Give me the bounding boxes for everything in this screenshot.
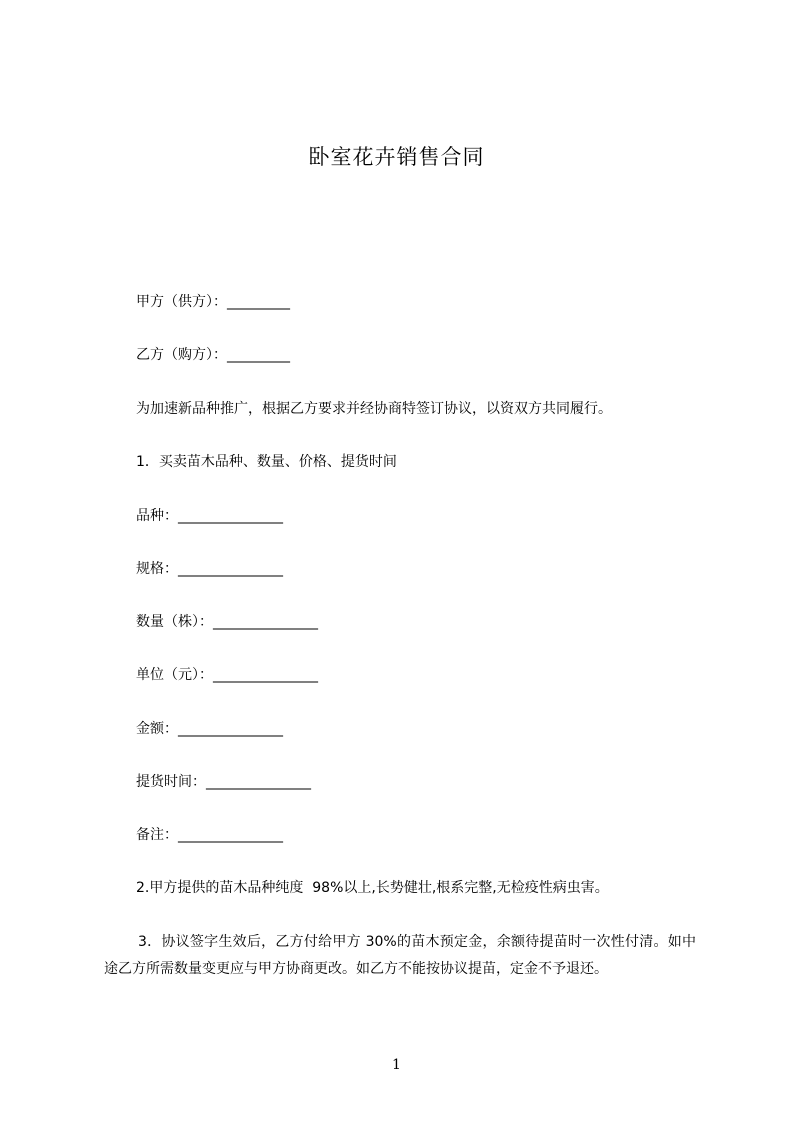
page-number: 1: [392, 1057, 401, 1073]
clause-3: 3．协议签字生效后，乙方付给甲方 30%的苗木预定金，余额待提苗时一次性付清。如中途乙方所需数量变更应与甲方协商更改。如乙方不能按协议提苗，定金不予退还。: [104, 934, 696, 977]
field-remarks-blank: _______________: [178, 827, 283, 843]
field-quantity-line: [136, 613, 318, 631]
field-pickup-time-label: 提货时间：: [136, 774, 206, 790]
party-a-label: 甲方（供方）：: [136, 294, 227, 310]
document-title: 卧室花卉销售合同: [308, 145, 485, 169]
intro-text: 为加速新品种推广，根据乙方要求并经协商特签订协议，以资双方共同履行。: [136, 401, 612, 417]
field-spec-label: 规格：: [136, 561, 178, 577]
field-amount-blank: _______________: [178, 721, 283, 737]
field-unit-blank: _______________: [213, 667, 318, 683]
party-b-line: [136, 346, 290, 364]
field-quantity-label: 数量（株）：: [136, 614, 213, 630]
field-amount-label: 金额：: [136, 721, 178, 737]
field-unit-line: [136, 666, 318, 684]
field-variety-blank: _______________: [178, 508, 283, 524]
field-spec-blank: _______________: [178, 561, 283, 577]
party-b-label: 乙方（购方）：: [136, 347, 227, 363]
field-remarks-line: [136, 826, 283, 844]
field-quantity-blank: _______________: [213, 614, 318, 630]
section1-heading: 1．买卖苗木品种、数量、价格、提货时间: [136, 454, 397, 470]
field-amount-line: [136, 720, 283, 738]
clause-2: 2.甲方提供的苗木品种纯度 98%以上,长势健壮,根系完整,无检疫性病虫害。: [136, 880, 609, 896]
field-unit-label: 单位（元）：: [136, 667, 213, 683]
party-a-line: [136, 293, 290, 311]
party-a-blank: _________: [227, 294, 290, 310]
field-pickup-time-line: [136, 773, 311, 791]
field-spec-line: [136, 560, 283, 578]
field-variety-label: 品种：: [136, 508, 178, 524]
field-pickup-time-blank: _______________: [206, 774, 311, 790]
field-remarks-label: 备注：: [136, 827, 178, 843]
field-variety-line: [136, 507, 283, 525]
party-b-blank: _________: [227, 347, 290, 363]
